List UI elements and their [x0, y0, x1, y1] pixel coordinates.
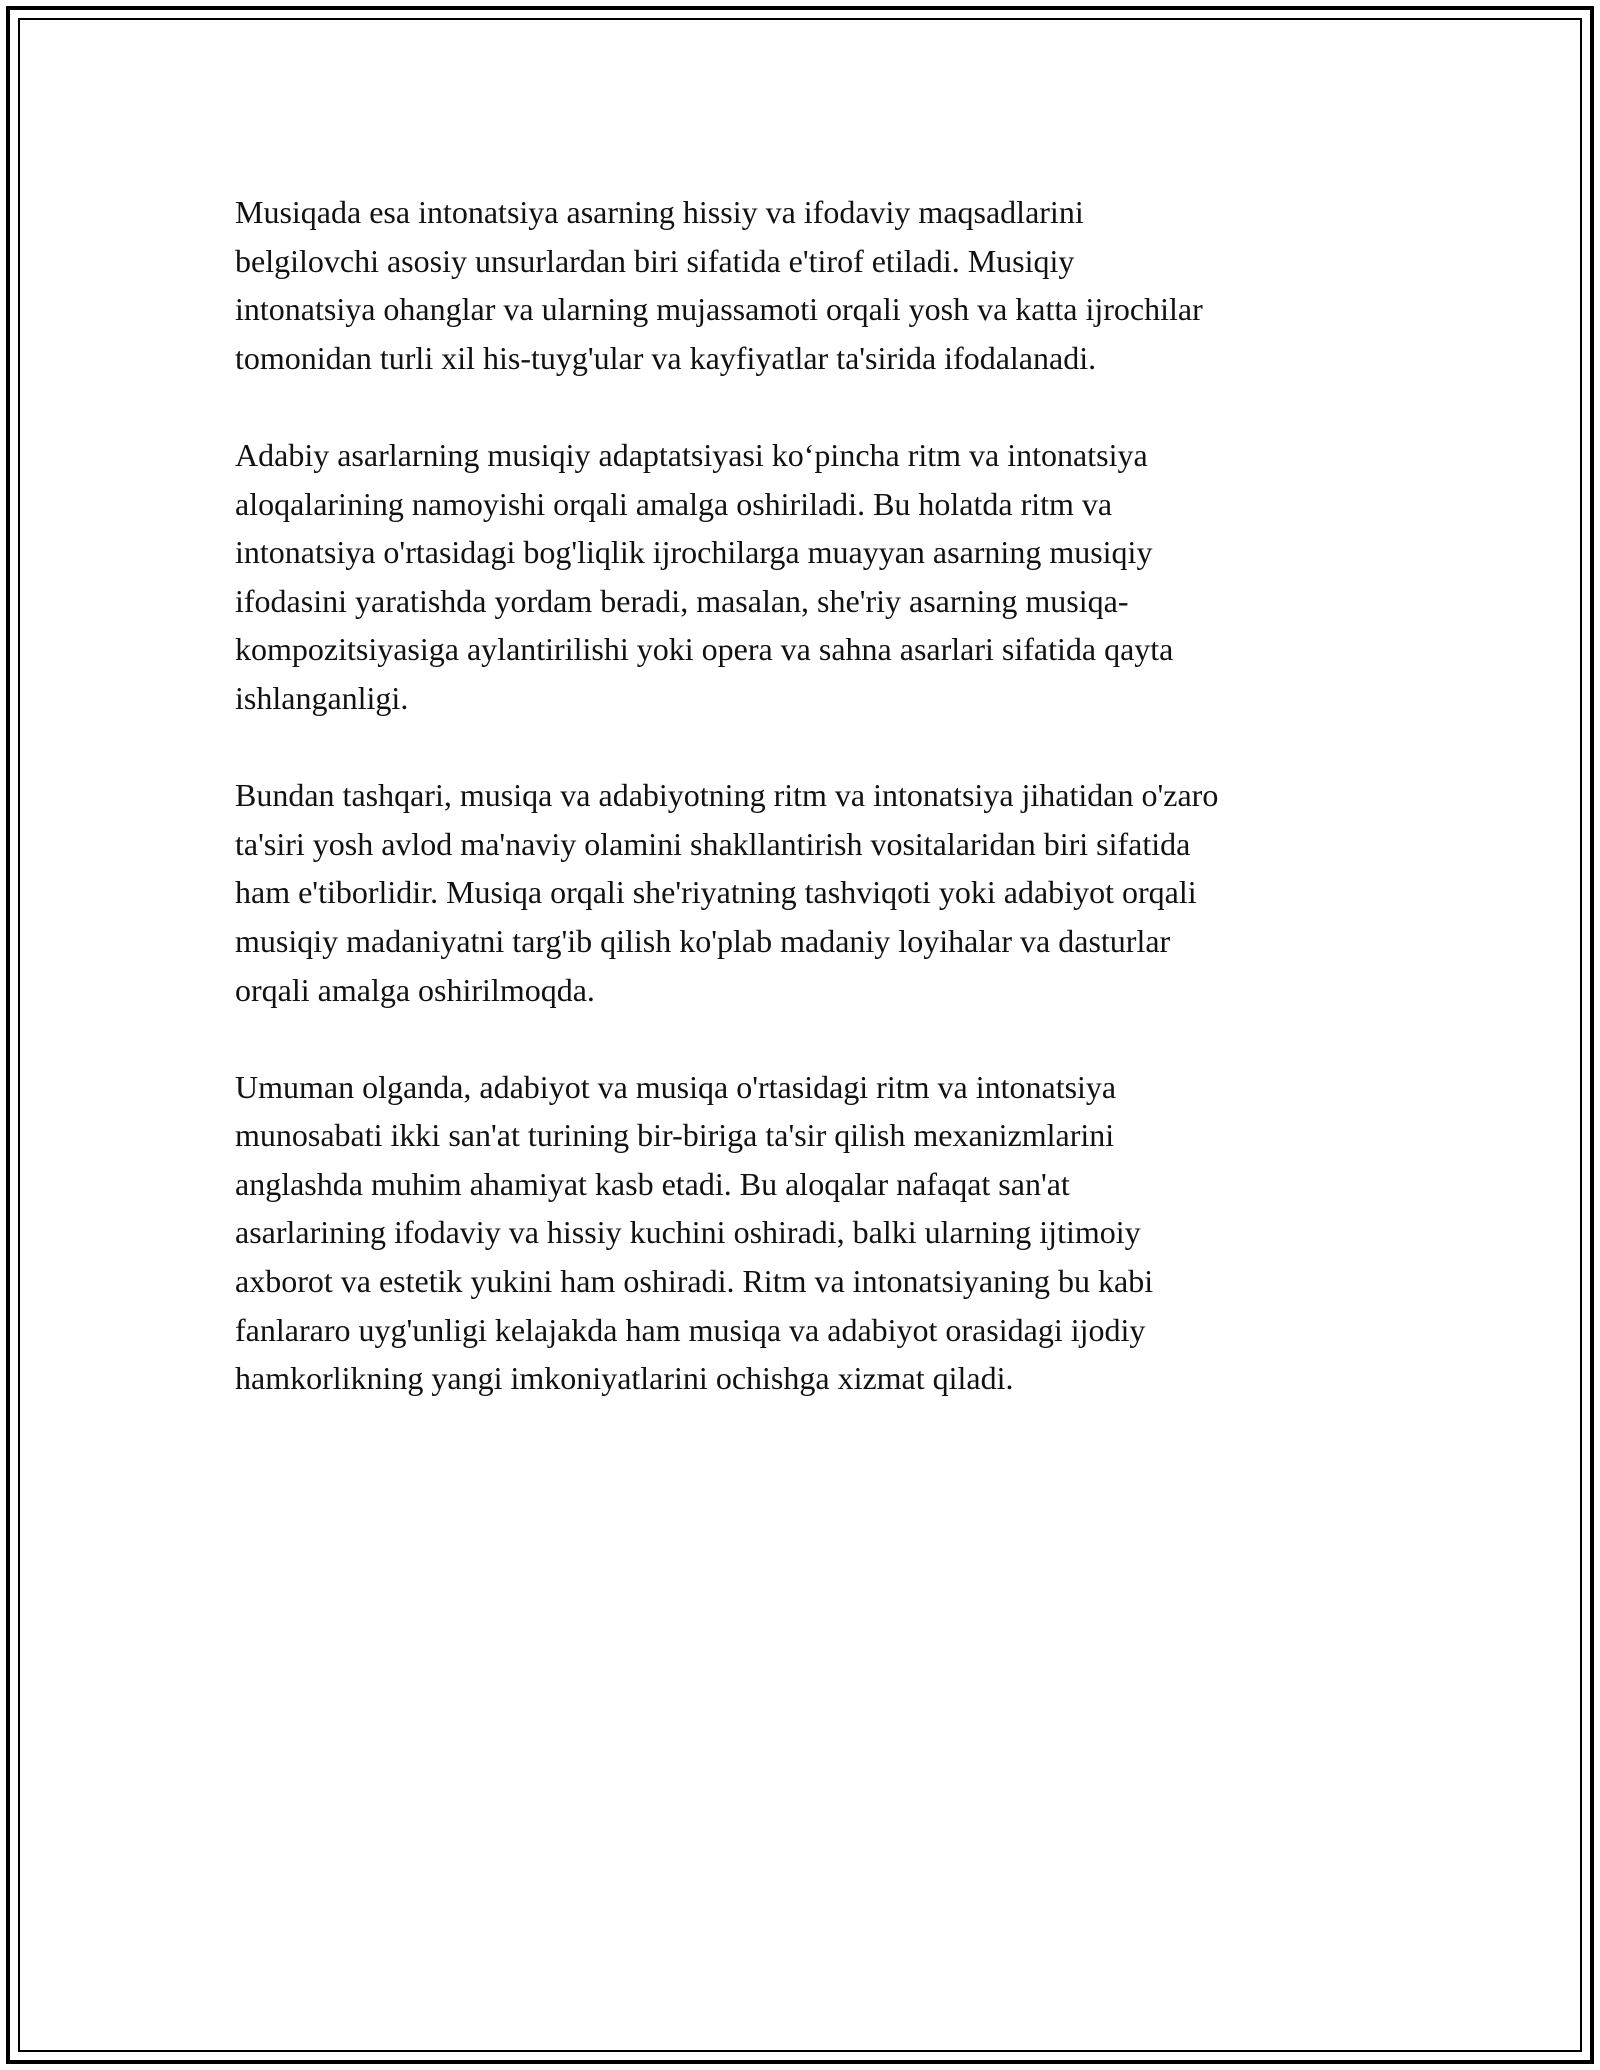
- text-line: Adabiy asarlarning musiqiy adaptatsiyasi ko‘pincha ritm va intonatsiya: [235, 436, 1148, 473]
- text-line: intonatsiya o'rtasidagi bog'liqlik ijrochilarga muayyan asarning musiqiy: [235, 534, 1153, 571]
- text-line: ishlanganligi.: [235, 679, 409, 716]
- paragraph-2: [235, 431, 1375, 723]
- text-line: munosabati ikki san'at turining bir-biriga ta'sir qilish mexanizmlarini: [235, 1117, 1115, 1154]
- paragraph-4: [235, 1063, 1375, 1403]
- text-line: belgilovchi asosiy unsurlardan biri sifatida e'tirof etiladi. Musiqiy: [235, 242, 1075, 279]
- text-line: musiqiy madaniyatni targ'ib qilish ko'plab madaniy loyihalar va dasturlar: [235, 922, 1171, 959]
- paragraph-3: [235, 771, 1375, 1014]
- text-line: hamkorlikning yangi imkoniyatlarini ochishga xizmat qiladi.: [235, 1360, 1014, 1397]
- text-line: Musiqada esa intonatsiya asarning hissiy va ifodaviy maqsadlarini: [235, 194, 1084, 230]
- text-line: ta'siri yosh avlod ma'naviy olamini shakllantirish vositalaridan biri sifatida: [235, 825, 1191, 862]
- text-line: aloqalarining namoyishi orqali amalga oshiriladi. Bu holatda ritm va: [235, 485, 1113, 522]
- text-line: Bundan tashqari, musiqa va adabiyotning ritm va intonatsiya jihatidan o'zaro: [235, 777, 1219, 814]
- text-line: axborot va estetik yukini ham oshiradi. Ritm va intonatsiyaning bu kabi: [235, 1263, 1154, 1300]
- text-line: anglashda muhim ahamiyat kasb etadi. Bu aloqalar nafaqat san'at: [235, 1165, 1070, 1202]
- text-line: tomonidan turli xil his-tuyg'ular va kayfiyatlar ta'sirida ifodalanadi.: [235, 339, 1097, 376]
- text-line: ifodasini yaratishda yordam beradi, masalan, she'riy asarning musiqa-: [235, 582, 1129, 619]
- text-line: ham e'tiborlidir. Musiqa orqali she'riyatning tashviqoti yoki adabiyot orqali: [235, 874, 1197, 911]
- text-line: Umuman olganda, adabiyot va musiqa o'rtasidagi ritm va intonatsiya: [235, 1068, 1117, 1105]
- paragraph-1: [235, 188, 1375, 382]
- text-line: orqali amalga oshirilmoqda.: [235, 971, 595, 1008]
- text-line: kompozitsiyasiga aylantirilishi yoki opera va sahna asarlari sifatida qayta: [235, 631, 1174, 668]
- text-line: asarlarining ifodaviy va hissiy kuchini oshiradi, balki ularning ijtimoiy: [235, 1214, 1141, 1251]
- document-body: [235, 188, 1375, 1451]
- text-line: intonatsiya ohanglar va ularning mujassamoti orqali yosh va katta ijrochilar: [235, 291, 1203, 328]
- text-line: fanlararo uyg'unligi kelajakda ham musiqa va adabiyot orasidagi ijodiy: [235, 1311, 1146, 1348]
